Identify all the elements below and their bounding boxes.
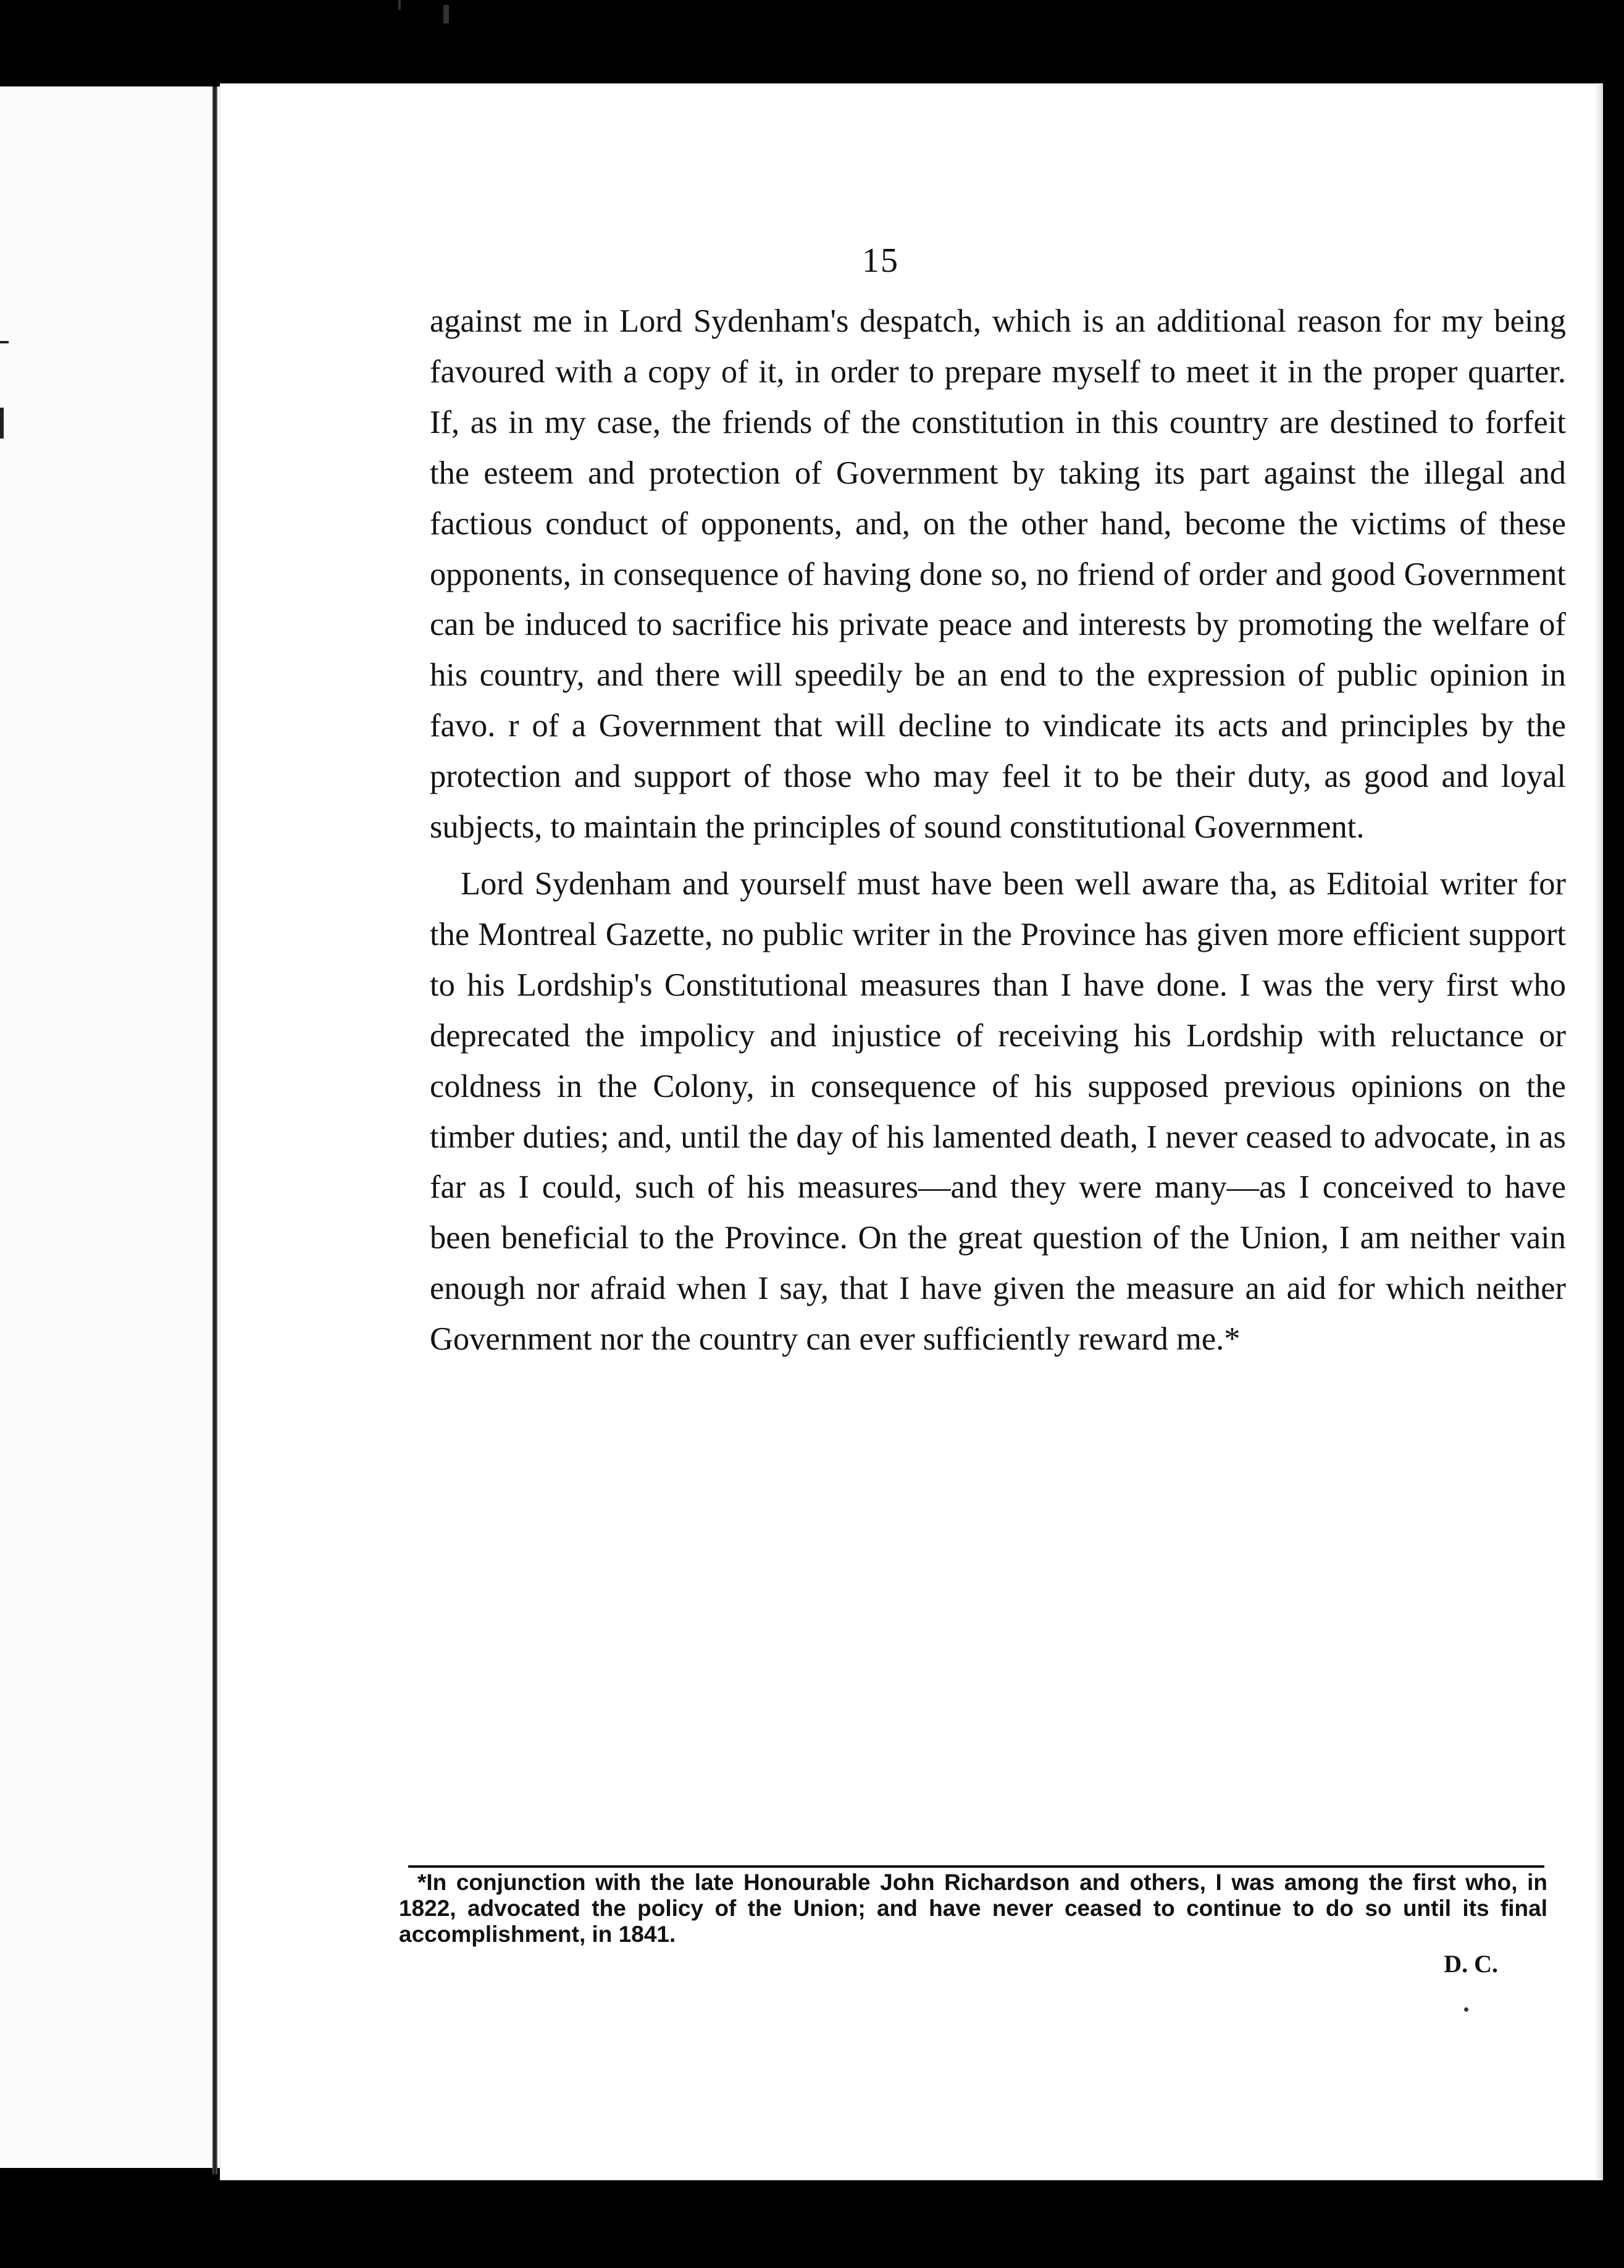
book-spine: [212, 86, 217, 2174]
footnote: [399, 1870, 1547, 1977]
scan-speck: [398, 0, 401, 10]
footnote-signature: D. C.: [1444, 1950, 1498, 1978]
page-edge-shadow: [1594, 83, 1603, 2180]
page-number: 15: [862, 242, 899, 280]
adjacent-page-mark: [0, 341, 9, 343]
document-page: [220, 83, 1603, 2180]
paragraph: Lord Sydenham and yourself must have been well aware tha, as Editoial writer for the Montreal Gazette, no public writer in the Province has given more efficient support to his Lordship's Constitutional measures than I have done. I was the very first who deprecated the impolicy and injustice of receiving his Lordship with reluctance or coldness in the Colony, in consequence of his supposed previous opinions on the timber duties; and, until the day of his lamented death, I never ceased to advocate, in as far as I could, such of his measures—and they were many—as I conceived to have been beneficial to the Province. On the great question of the Union, I am neither vain enough nor afraid when I say, that I have given the measure an aid for which neither Government nor the country can ever sufficiently reward me.*: [430, 865, 1566, 1358]
footnote-text: *In conjunction with the late Honourable John Richardson and others, I was among the first who, in 1822, advocated the policy of the Union; and have never ceased to continue to do so until its final accomplishment, in 1841.: [399, 1870, 1547, 1947]
footnote-rule: [408, 1865, 1544, 1868]
paragraph: against me in Lord Sydenham's despatch, which is an additional reason for my being favoured with a copy of it, in order to prepare myself to meet it in the proper quarter. If, as in my case, the friends of the constitution in this country are destined to forfeit the esteem and protection of Government by taking its part against the illegal and factious conduct of opponents, and, on the other hand, become the victims of these opponents, in consequence of having done so, no friend of order and good Government can be induced to sacrifice his private peace and interests by promoting the welfare of his country, and there will speedily be an end to the expression of public opinion in favo. r of a Government that will decline to vindicate its acts and principles by the protection and support of those who may feel it to be their duty, as good and loyal subjects, to maintain the principles of sound constitutional Government.: [430, 303, 1566, 846]
body-text: [430, 296, 1566, 1365]
scan-speck: [1464, 2007, 1468, 2012]
scan-speck: [443, 5, 449, 23]
adjacent-page-mark: [0, 408, 4, 439]
adjacent-page-edge: [0, 86, 230, 2168]
